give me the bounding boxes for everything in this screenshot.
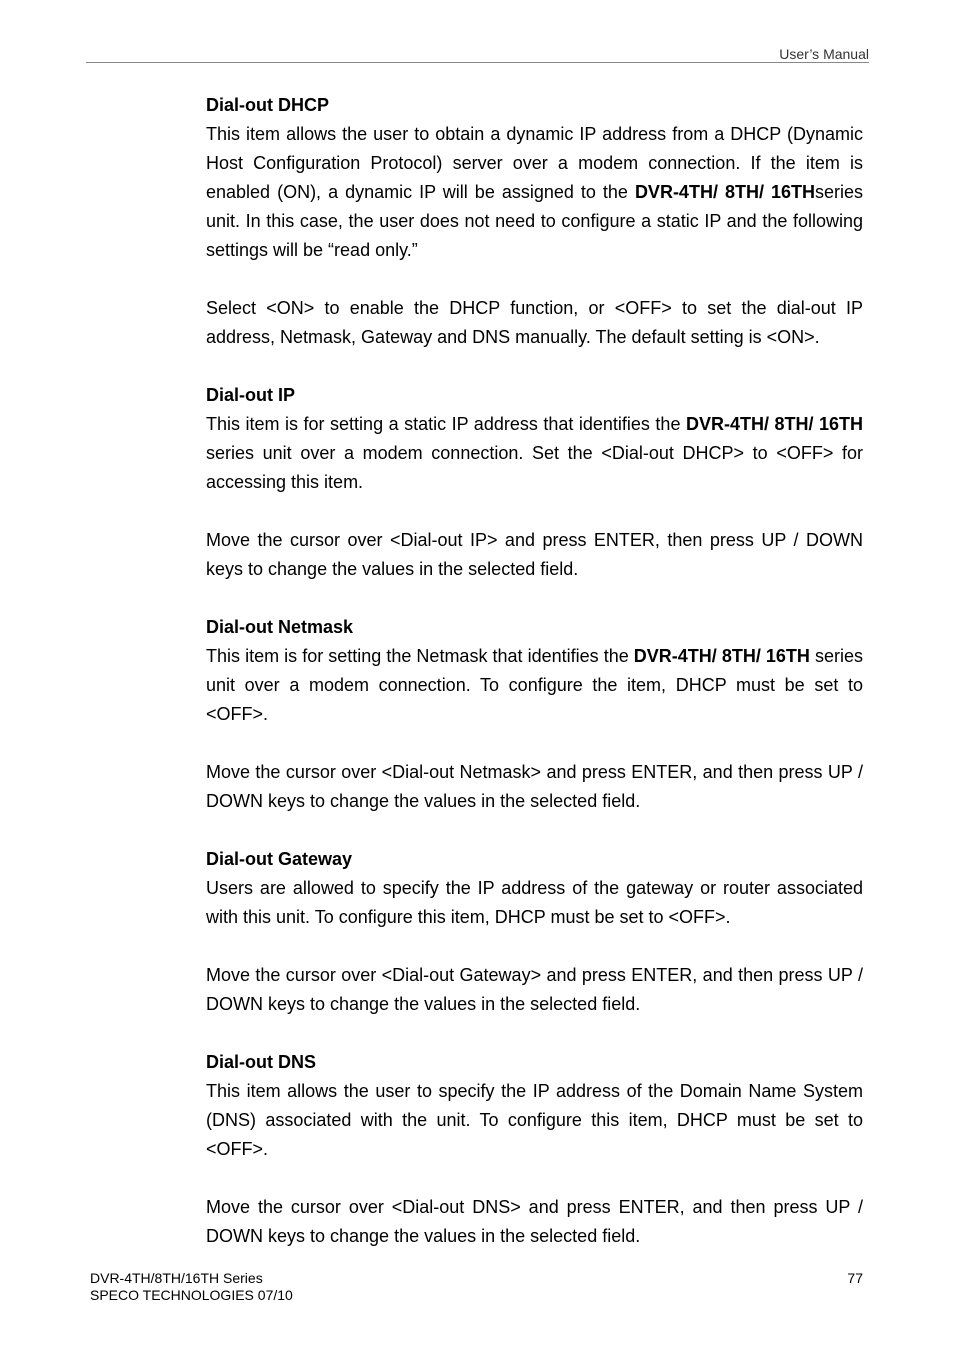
section-dialout-dns [206, 1048, 863, 1251]
section-paragraph: Move the cursor over <Dial-out DNS> and press ENTER, and then press UP / DOWN keys to change the values in the selected field. [206, 1197, 863, 1246]
page-body [206, 91, 863, 1251]
section-dialout-netmask [206, 613, 863, 816]
section-paragraph: Move the cursor over <Dial-out Netmask> and press ENTER, and then press UP / DOWN keys to change the values in the selected field. [206, 762, 863, 811]
section-paragraph: Users are allowed to specify the IP address of the gateway or router associated with this unit. To configure this item, DHCP must be set to <OFF>. [206, 878, 863, 927]
section-paragraph: This item is for setting a static IP address that identifies the DVR-4TH/ 8TH/ 16TH series unit over a modem connection. Set the <Dial-out DHCP> to <OFF> for accessing this item. [206, 414, 864, 492]
page-number: 77 [847, 1270, 863, 1286]
section-heading: Dial-out IP [206, 385, 295, 405]
section-paragraph: Move the cursor over <Dial-out Gateway> and press ENTER, and then press UP / DOWN keys to change the values in the selected field. [206, 965, 863, 1014]
footer-company: SPECO TECHNOLOGIES 07/10 [90, 1287, 293, 1303]
section-paragraph: Move the cursor over <Dial-out IP> and press ENTER, then press UP / DOWN keys to change the values in the selected field. [206, 530, 863, 579]
section-heading: Dial-out Netmask [206, 617, 354, 637]
section-heading: Dial-out Gateway [206, 849, 353, 869]
model-name: DVR-4TH/ 8TH/ 16TH [685, 414, 864, 434]
header-divider [86, 62, 869, 63]
section-paragraph: This item allows the user to specify the IP address of the Domain Name System (DNS) associated with the unit. To configure this item, DHCP must be set to <OFF>. [206, 1081, 863, 1159]
running-header: User’s Manual [779, 46, 869, 62]
footer-info [90, 1270, 293, 1304]
section-dialout-dhcp [206, 91, 863, 352]
model-name: DVR-4TH/ 8TH/ 16TH [633, 646, 810, 666]
section-paragraph: This item allows the user to obtain a dynamic IP address from a DHCP (Dynamic Host Configuration Protocol) server over a modem connection. If the item is enabled (ON), a dynamic IP will be assigned to the DVR-4TH/ 8TH/ 16THseries unit. In this case, the user does not need to configure a static IP and the following settings will be “read only.” [206, 124, 863, 260]
section-heading: Dial-out DNS [206, 1052, 316, 1072]
section-paragraph: This item is for setting the Netmask that identifies the DVR-4TH/ 8TH/ 16TH series unit over a modem connection. To configure the item, DHCP must be set to <OFF>. [206, 646, 864, 724]
section-dialout-ip [206, 381, 863, 584]
section-heading: Dial-out DHCP [206, 95, 329, 115]
section-dialout-gateway [206, 845, 863, 1019]
section-paragraph: Select <ON> to enable the DHCP function, or <OFF> to set the dial-out IP address, Netmask, Gateway and DNS manually. The default setting is <ON>. [206, 298, 863, 347]
footer-series: DVR-4TH/8TH/16TH Series [90, 1270, 263, 1286]
model-name: DVR-4TH/ 8TH/ 16TH [634, 182, 815, 202]
